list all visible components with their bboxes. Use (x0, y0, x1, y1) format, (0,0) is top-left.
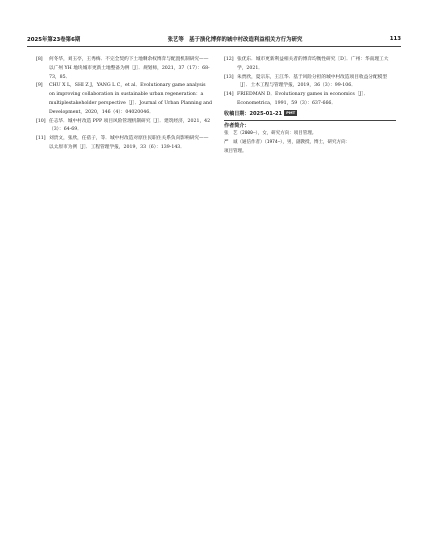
reference-number: [10] (36, 118, 46, 124)
reference-number: [11] (36, 136, 46, 142)
reference-text: 张优东．城市更新利益相关者的博弈均衡性研究［D］．广州：华南理工大学，2021． (237, 57, 389, 71)
author-info-title: 作者简介： (224, 122, 250, 129)
pmt-badge: PMT (286, 109, 296, 115)
reference-number: [13] (224, 74, 234, 80)
page-header (27, 33, 401, 45)
running-title: 张艺等 基于演化博弈的城中村改造利益相关方行为研究 (167, 37, 303, 43)
author-line: 严 诚（通信作者）（1974—），男，副教授，博士，研究方向： (224, 139, 351, 145)
author-line: 张 艺（2000—），女，研究方向：项目管理。 (224, 131, 317, 137)
reference-number: [14] (224, 92, 234, 98)
reference-text: 任志华．城中村改造 PPP 项目风险管理机制研究［J］．建筑经济，2021，42（3）：64-69． (49, 118, 211, 133)
reference-item (36, 82, 212, 117)
reference-item (36, 135, 212, 153)
reference-item (224, 91, 396, 109)
section-divider (224, 120, 396, 121)
received-date-label: 收稿日期：2025-01-21 (224, 110, 283, 117)
reference-item (36, 56, 212, 82)
header-rule (27, 46, 401, 47)
reference-text: CHU X L，SHI Z J，YANG L C，et al．Evolutionary game analysis on improving collaboration in sustainable urban regeneration：a multiplestakeholder perspective［J］．Journal of Urban Planning and Development，2020，146（4）：04020046． (49, 83, 213, 115)
reference-text: 刘贵文，张欣，任蓓子，等．城中村改造对原住民职住关系负向影响研究——以太原市为例［J］．工程管理学报，2019，33（6）：139-143． (49, 136, 209, 150)
reference-text: FRIEDMAN D．Evolutionary games in economics［J］．Econometrica，1991，59（3）：637-666． (237, 92, 369, 106)
reference-text: 朱贾欣，夏宗东，王江华．基于风险分担的城中村改造项目收益分配模型［J］．土木工程与管理学报，2019，36（3）：99-106． (237, 74, 388, 89)
reference-number: [12] (224, 57, 234, 62)
page-number: 113 (389, 36, 401, 42)
journal-issue: 2025年第23卷第6期 (27, 37, 81, 43)
reference-item (36, 118, 212, 136)
references-right-column (224, 56, 396, 156)
reference-item (224, 56, 396, 74)
reference-number: [8] (36, 57, 43, 62)
reference-number: [9] (36, 83, 43, 89)
author-line: 项目管理。 (224, 148, 247, 154)
reference-item (224, 74, 396, 92)
received-date (224, 110, 396, 119)
references-left-column (36, 56, 212, 153)
reference-text: 何冬华，刘玉亭，王秀梅．不完全契约下土地剩余权博弈与配置机制研究——以广州 YH 地块城市更新土地整备为例［J］．规划师，2021，37（17）：68-73，85． (49, 57, 210, 80)
